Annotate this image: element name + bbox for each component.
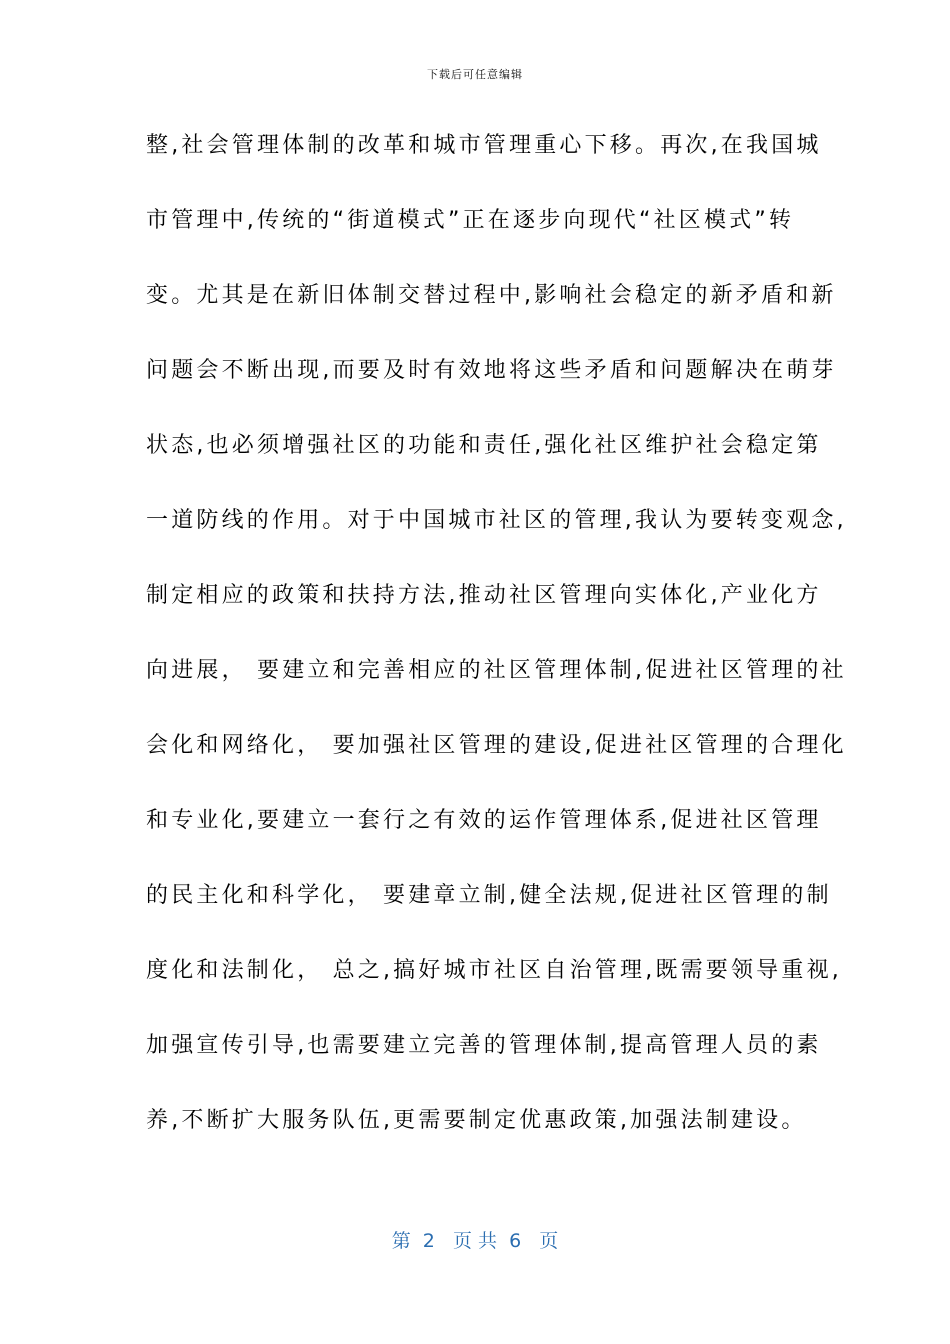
text-line: 养,不断扩大服务队伍,更需要制定优惠政策,加强法制建设。	[146, 1108, 807, 1133]
text-line: 的民主化和科学化， 要建章立制,健全法规,促进社区管理的制	[146, 883, 832, 908]
text-line: 加强宣传引导,也需要建立完善的管理体制,提高管理人员的素	[146, 1033, 822, 1058]
text-line: 问题会不断出现,而要及时有效地将这些矛盾和问题解决在萌芽	[146, 358, 837, 383]
header-note: 下载后可任意编辑	[427, 68, 523, 81]
document-body	[146, 128, 847, 1178]
text-line: 制定相应的政策和扶持方法,推动社区管理向实体化,产业化方	[146, 583, 822, 608]
text-line: 向进展， 要建立和完善相应的社区管理体制,促进社区管理的社	[146, 658, 847, 683]
text-line: 度化和法制化， 总之,搞好城市社区自治管理,既需要领导重视,	[146, 958, 842, 983]
text-line: 和专业化,要建立一套行之有效的运作管理体系,促进社区管理	[146, 808, 822, 833]
text-line: 状态,也必须增强社区的功能和责任,强化社区维护社会稳定第	[146, 433, 822, 458]
page-number: 第 2 页 共 6 页	[391, 1230, 559, 1252]
text-line: 变。尤其是在新旧体制交替过程中,影响社会稳定的新矛盾和新	[146, 283, 837, 308]
text-line: 一道防线的作用。对于中国城市社区的管理,我认为要转变观念,	[146, 508, 847, 533]
text-line: 整,社会管理体制的改革和城市管理重心下移。再次,在我国城	[146, 133, 822, 158]
text-line: 市管理中,传统的“街道模式”正在逐步向现代“社区模式”转	[146, 208, 795, 233]
text-line: 会化和网络化， 要加强社区管理的建设,促进社区管理的合理化	[146, 733, 847, 758]
